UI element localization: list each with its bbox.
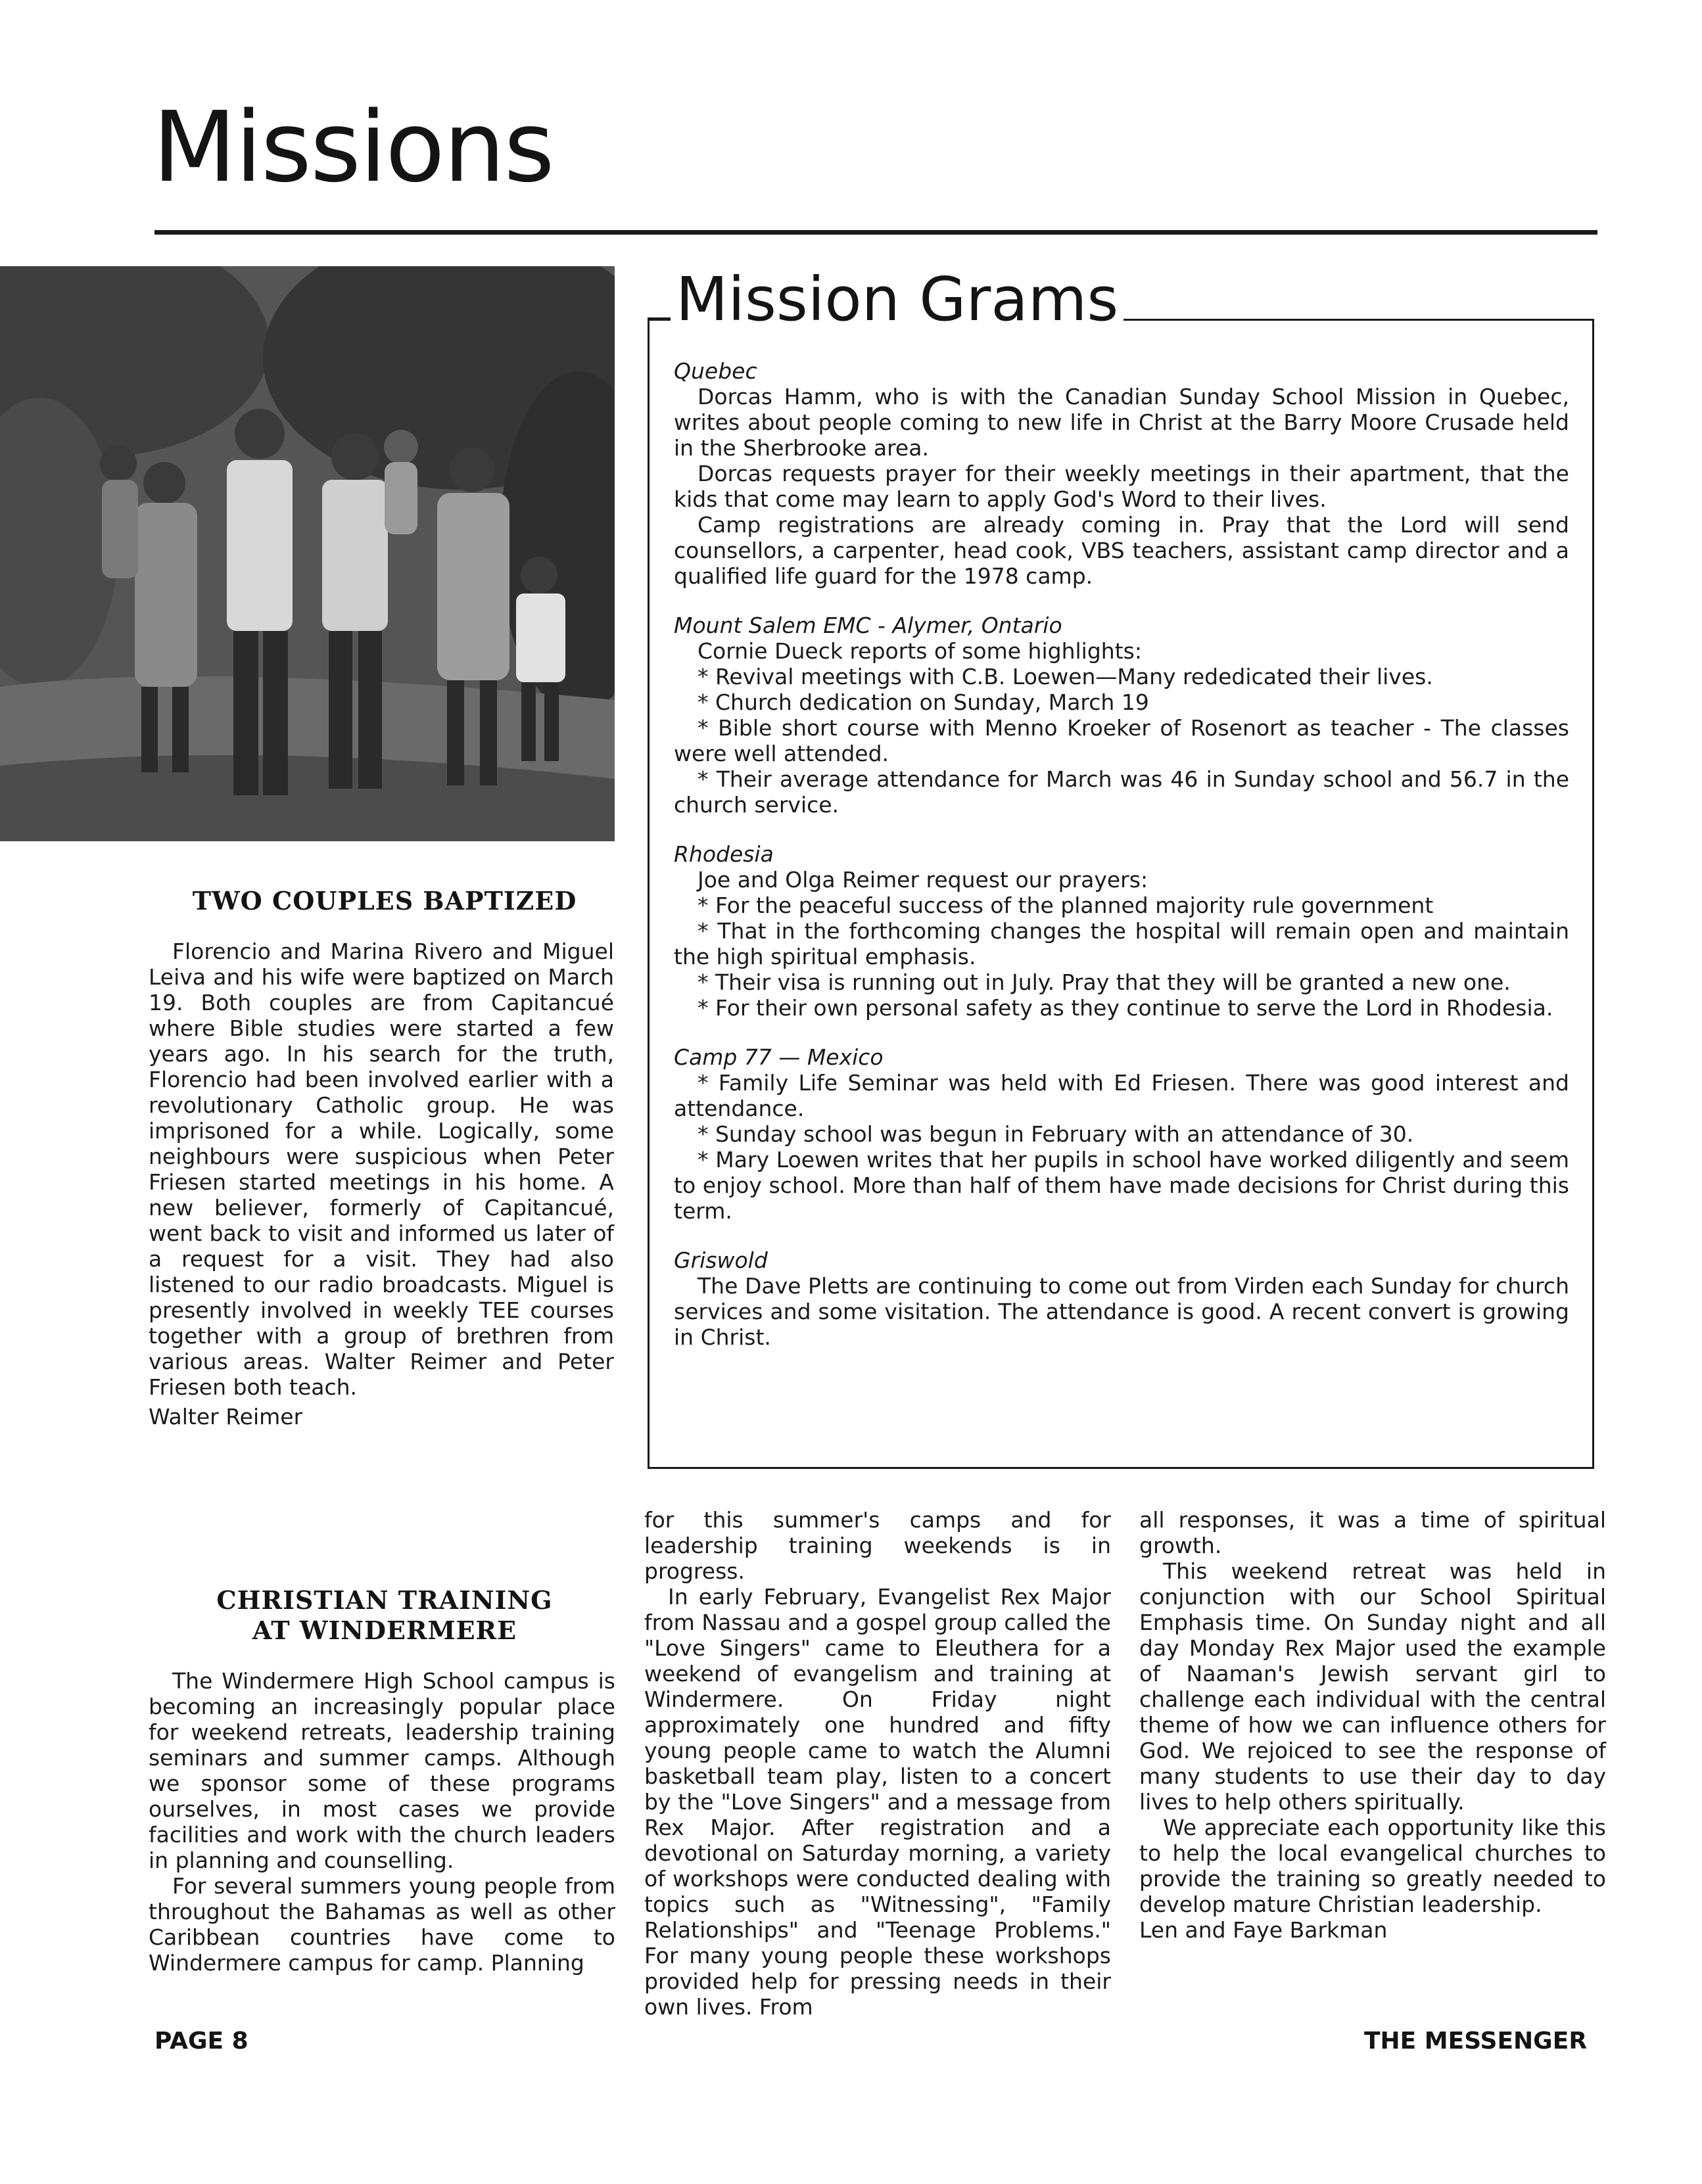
- header-rule: [154, 230, 1597, 235]
- section-title: Missions: [153, 91, 554, 204]
- gram-paragraph: Dorcas requests prayer for their weekly meetings in their apartment, that the kids that come may learn to apply God's Word to their lives.: [674, 461, 1569, 512]
- gram-paragraph: Camp registrations are already coming in. Pray that the Lord will send counsellors, a carpenter, head cook, VBS teachers, assistant camp director and a qualified life guard for the 1978 camp.: [674, 512, 1569, 589]
- article-heading-training: [154, 1585, 615, 1646]
- gram-place: Camp 77 — Mexico: [674, 1044, 884, 1070]
- gram-paragraph: Dorcas Hamm, who is with the Canadian Sunday School Mission in Quebec, writes about people coming to new life in Christ at the Barry Moore Crusade held in the Sherbrooke area.: [674, 384, 1569, 461]
- gram-place: Mount Salem EMC - Alymer, Ontario: [674, 613, 1062, 638]
- article-training-paragraph: In early February, Evangelist Rex Major from Nassau and a gospel group called the "Love Singers" came to Eleuthera for a weekend of evangelism and training at Windermere. On Friday night approximately one hundred and fifty young people came to watch the Alumni basketball team play, listen to a concert by the "Love Singers" and a message from Rex Major. After registration and a devotional on Saturday morning, a variety of workshops were conducted dealing with topics such as "Witnessing", "Family Relationships" and "Teenage Problems." For many young people these workshops provided help for pressing needs in their own lives. From: [644, 1584, 1111, 2020]
- gram-place: Rhodesia: [674, 841, 774, 867]
- gram-bullet: * Their visa is running out in July. Pray that they will be granted a new one.: [697, 969, 1511, 995]
- article-training-col1: [149, 1668, 615, 1976]
- gram-paragraph: The Dave Pletts are continuing to come out from Virden each Sunday for church services and some visitation. The attendance is good. A recent convert is growing in Christ.: [674, 1273, 1569, 1350]
- article-training-paragraph: all responses, it was a time of spiritual growth.: [1139, 1507, 1606, 1558]
- gram-mount-salem: [674, 613, 1569, 818]
- mission-grams-content: [674, 358, 1569, 1350]
- article-training-paragraph: for this summer's camps and for leadership training weekends is in progress.: [644, 1507, 1111, 1584]
- article-training-col3: [1139, 1507, 1606, 1943]
- gram-bullet: * Mary Loewen writes that her pupils in school have worked diligently and seem to enjoy school. More than half of them have made decisions for Christ during this term.: [674, 1147, 1569, 1224]
- gram-paragraph: Joe and Olga Reimer request our prayers:: [697, 867, 1148, 893]
- publication-name: THE MESSENGER: [1364, 2028, 1588, 2055]
- gram-bullet: * For their own personal safety as they continue to serve the Lord in Rhodesia.: [697, 995, 1553, 1021]
- gram-griswold: [674, 1247, 1569, 1350]
- gram-camp77: [674, 1044, 1569, 1224]
- gram-bullet: * That in the forthcoming changes the hospital will remain open and maintain the high spiritual emphasis.: [674, 918, 1569, 969]
- gram-bullet: * Church dedication on Sunday, March 19: [697, 689, 1149, 715]
- gram-bullet: * Their average attendance for March was 46 in Sunday school and 56.7 in the church service.: [674, 766, 1569, 818]
- gram-bullet: * Revival meetings with C.B. Loewen—Many rededicated their lives.: [697, 664, 1433, 689]
- gram-place: Quebec: [674, 358, 757, 384]
- gram-paragraph: Cornie Dueck reports of some highlights:: [697, 638, 1142, 664]
- article-heading-training-line2: AT WINDERMERE: [252, 1615, 517, 1645]
- gram-place: Griswold: [674, 1247, 768, 1273]
- family-photo: [0, 266, 615, 841]
- page-number: PAGE 8: [154, 2028, 248, 2055]
- article-training-signature: Len and Faye Barkman: [1139, 1917, 1388, 1943]
- gram-bullet: * For the peaceful success of the planned majority rule government: [697, 893, 1434, 918]
- gram-bullet: * Bible short course with Menno Kroeker of Rosenort as teacher - The classes were well attended.: [674, 715, 1569, 766]
- mission-grams-rule: [648, 317, 674, 319]
- gram-bullet: * Family Life Seminar was held with Ed Friesen. There was good interest and attendance.: [674, 1070, 1569, 1121]
- article-baptized-paragraph: Florencio and Marina Rivero and Miguel Leiva and his wife were baptized on March 19. Both couples are from Capitancué where Bible studies were started a few years ago. In his search for the truth, Florencio had been involved earlier with a revolutionary Catholic group. He was imprisoned for a while. Logically, some neighbours were suspicious when Peter Friesen started meetings in his home. A new believer, formerly of Capitancué, went back to visit and informed us later of a request for a visit. They had also listened to our radio broadcasts. Miguel is presently involved in weekly TEE courses together with a group of brethren from various areas. Walter Reimer and Peter Friesen both teach.: [149, 939, 614, 1400]
- article-training-paragraph: The Windermere High School campus is becoming an increasingly popular place for weekend retreats, leadership training seminars and summer camps. Although we sponsor some of these programs ourselves, in most cases we provide facilities and work with the church leaders in planning and counselling.: [149, 1668, 615, 1873]
- gram-bullet: * Sunday school was begun in February with an attendance of 30.: [697, 1121, 1414, 1147]
- article-baptized-body: [149, 939, 614, 1429]
- article-heading-training-line1: CHRISTIAN TRAINING: [216, 1585, 553, 1615]
- mission-grams-title: Mission Grams: [671, 269, 1123, 330]
- photo-illustration: [0, 266, 615, 841]
- article-training-paragraph: We appreciate each opportunity like this to help the local evangelical churches to provide the training so greatly needed to develop mature Christian leadership.: [1139, 1815, 1606, 1917]
- article-heading-baptized: TWO COUPLES BAPTIZED: [192, 886, 577, 916]
- article-training-paragraph: For several summers young people from throughout the Bahamas as well as other Caribbean countries have come to Windermere campus for camp. Planning: [149, 1873, 615, 1976]
- gram-quebec: [674, 358, 1569, 589]
- gram-rhodesia: [674, 841, 1569, 1021]
- article-training-paragraph: This weekend retreat was held in conjunction with our School Spiritual Emphasis time. On Sunday night and all day Monday Rex Major used the example of Naaman's Jewish servant girl to challenge each individual with the central theme of how we can influence others for God. We rejoiced to see the response of many students to use their day to day lives to help others spiritually.: [1139, 1558, 1606, 1815]
- article-training-col2: [644, 1507, 1111, 2020]
- article-baptized-signature: Walter Reimer: [149, 1404, 303, 1429]
